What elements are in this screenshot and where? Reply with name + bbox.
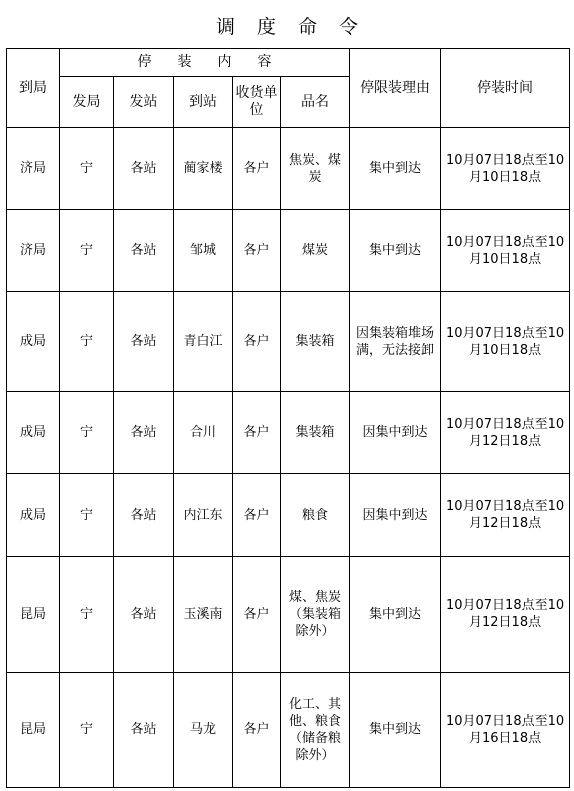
cell-origin-bureau: 宁 [60,210,114,292]
cell-consignee: 各户 [233,474,281,556]
header-reason: 停限装理由 [350,49,441,128]
cell-origin-station: 各站 [114,128,174,210]
cell-dest-station: 马龙 [174,672,233,787]
header-stop-loading-content: 停装内容 [60,49,350,77]
cell-commodity: 粮食 [281,474,350,556]
cell-dest-bureau: 成局 [7,292,60,392]
cell-dest-station: 邹城 [174,210,233,292]
cell-time: 10月07日18点至10月12日18点 [441,556,570,672]
cell-dest-bureau: 济局 [7,210,60,292]
cell-commodity: 化工、其他、粮食（储备粮除外） [281,672,350,787]
header-consignee: 收货单位 [233,77,281,128]
header-time: 停装时间 [441,49,570,128]
cell-reason: 集中到达 [350,556,441,672]
cell-dest-bureau: 成局 [7,392,60,474]
header-commodity: 品名 [281,77,350,128]
table-row [7,672,570,787]
cell-dest-bureau: 成局 [7,474,60,556]
table-row [7,128,570,210]
cell-origin-station: 各站 [114,292,174,392]
cell-consignee: 各户 [233,556,281,672]
cell-origin-bureau: 宁 [60,392,114,474]
cell-dest-station: 青白江 [174,292,233,392]
header-origin-bureau: 发局 [60,77,114,128]
table-row [7,210,570,292]
cell-time: 10月07日18点至10月10日18点 [441,292,570,392]
cell-origin-bureau: 宁 [60,474,114,556]
cell-reason: 集中到达 [350,128,441,210]
header-origin-station: 发站 [114,77,174,128]
cell-time: 10月07日18点至10月10日18点 [441,128,570,210]
table-row [7,392,570,474]
cell-commodity: 煤、焦炭（集装箱除外） [281,556,350,672]
cell-dest-station: 内江东 [174,474,233,556]
cell-commodity: 集装箱 [281,392,350,474]
cell-consignee: 各户 [233,672,281,787]
cell-origin-bureau: 宁 [60,292,114,392]
cell-dest-station: 玉溪南 [174,556,233,672]
cell-consignee: 各户 [233,292,281,392]
cell-reason: 因集装箱堆场满，无法接卸 [350,292,441,392]
cell-dest-bureau: 昆局 [7,556,60,672]
cell-consignee: 各户 [233,128,281,210]
page-title: 调度命令 [215,16,380,38]
cell-origin-station: 各站 [114,392,174,474]
cell-origin-station: 各站 [114,672,174,787]
header-dest-bureau: 到局 [7,49,60,128]
table-row [7,474,570,556]
cell-commodity: 焦炭、煤炭 [281,128,350,210]
cell-origin-station: 各站 [114,474,174,556]
cell-origin-station: 各站 [114,210,174,292]
cell-commodity: 煤炭 [281,210,350,292]
cell-dest-bureau: 昆局 [7,672,60,787]
header-dest-station: 到站 [174,77,233,128]
cell-time: 10月07日18点至10月10日18点 [441,210,570,292]
cell-origin-bureau: 宁 [60,556,114,672]
cell-origin-bureau: 宁 [60,128,114,210]
cell-reason: 集中到达 [350,672,441,787]
dispatch-order-table [6,48,570,788]
cell-dest-bureau: 济局 [7,128,60,210]
cell-time: 10月07日18点至10月12日18点 [441,474,570,556]
cell-reason: 因集中到达 [350,474,441,556]
cell-reason: 因集中到达 [350,392,441,474]
cell-consignee: 各户 [233,210,281,292]
table-row [7,292,570,392]
cell-origin-station: 各站 [114,556,174,672]
cell-dest-station: 合川 [174,392,233,474]
cell-reason: 集中到达 [350,210,441,292]
cell-consignee: 各户 [233,392,281,474]
cell-origin-bureau: 宁 [60,672,114,787]
cell-time: 10月07日18点至10月16日18点 [441,672,570,787]
cell-commodity: 集装箱 [281,292,350,392]
cell-dest-station: 蔺家楼 [174,128,233,210]
cell-time: 10月07日18点至10月12日18点 [441,392,570,474]
table-row [7,556,570,672]
